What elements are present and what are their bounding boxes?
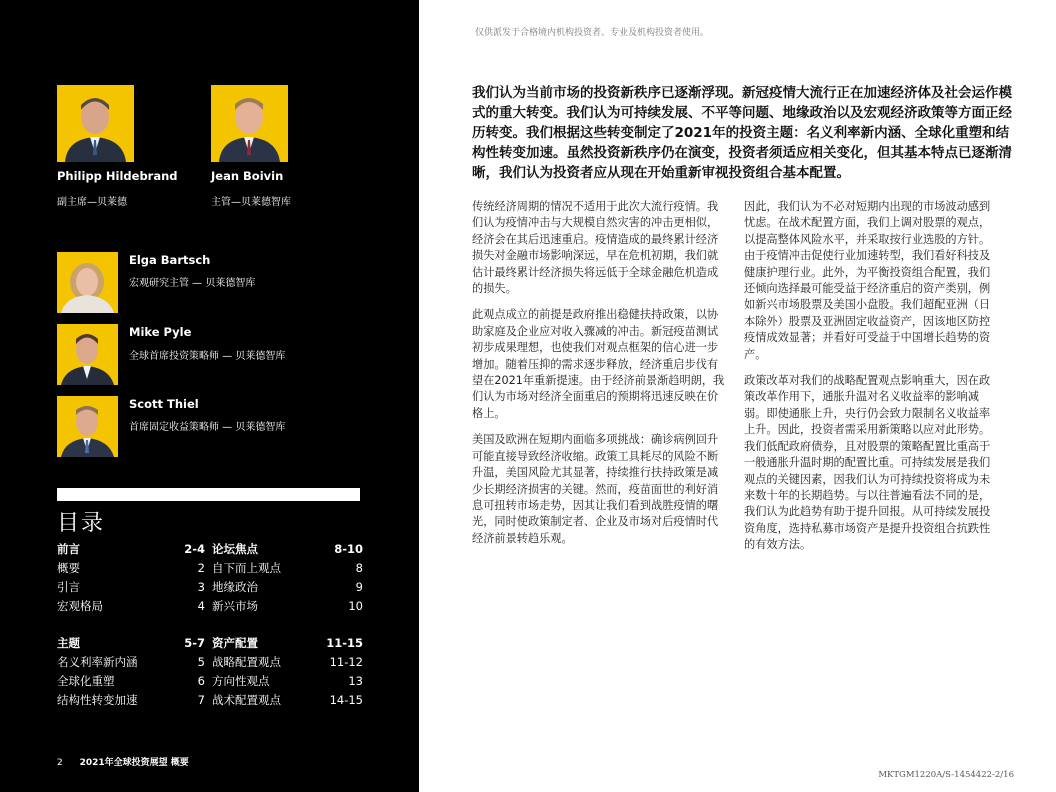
toc-item[interactable]: [57, 691, 205, 710]
person-role: 主管—贝莱德智库: [211, 197, 291, 208]
toc-column-left: [57, 540, 205, 728]
portrait-philipp-hildebrand: [57, 85, 134, 162]
toc-item-label: 结构性转变加速: [57, 693, 138, 707]
body-paragraph: 政策改革对我们的战略配置观点影响重大，因在政策改革作用下，通胀升温对名义收益率的影响减弱。即使通胀上升，央行仍会致力限制名义收益率上升。因此，投资者需采用新策略以应对此形势。我们低配政府债券，且对股票的策略配置比重高于一般通胀升温时期的配置比重。可持续发展是我们观点的关键因素，因我们认为可持续投资将成为未来数十年的长期趋势。与以往普遍看法不同的是，我们认为此趋势有助于提升回报。从可持续发展投资角度，选持私募市场资产是提升投资组合抗跌性的有效方法。: [744, 374, 991, 552]
toc-section-title: 前言: [57, 542, 80, 556]
toc-section: [57, 634, 205, 710]
toc-item[interactable]: [57, 597, 205, 616]
toc-item-page: 2: [197, 561, 205, 575]
toc-section-range: 5-7: [184, 636, 205, 650]
portrait-mike-pyle: [57, 324, 118, 385]
toc-item[interactable]: [57, 578, 205, 597]
left-panel: [0, 0, 419, 792]
toc-item-label: 新兴市场: [212, 599, 258, 613]
toc-item-page: 9: [355, 580, 363, 594]
body-paragraph: 传统经济周期的情况不适用于此次大流行疫情。我们认为疫情冲击与大规模自然灾害的冲击更相似，经济会在其后迅速重启。疫情造成的最终累计经济损失对金融市场影响深远，早在危机初期，我们就估计最终累计经济损失将远低于全球金融危机造成的损失。: [472, 200, 719, 296]
toc-item-page: 10: [348, 599, 363, 613]
toc-column-right: [212, 540, 363, 728]
toc-item[interactable]: [212, 691, 363, 710]
page-footer: [57, 755, 189, 768]
toc-section: [57, 540, 205, 616]
body-column-left: [472, 199, 725, 557]
person-name: Jean Boivin: [211, 169, 284, 183]
toc-item[interactable]: [57, 672, 205, 691]
toc-item-label: 自下而上观点: [212, 561, 281, 575]
toc-item-label: 方向性观点: [212, 674, 270, 688]
person-role: 首席固定收益策略师 — 贝莱德智库: [129, 422, 286, 433]
toc-item-page: 7: [197, 693, 205, 707]
toc-section-heading[interactable]: [57, 540, 205, 559]
toc-item[interactable]: [212, 597, 363, 616]
person-name: Philipp Hildebrand: [57, 169, 178, 183]
person-name: Mike Pyle: [129, 325, 192, 339]
toc-divider-bar: [57, 488, 360, 501]
page-number: 2: [57, 758, 63, 768]
toc-item-label: 名义利率新内涵: [57, 655, 138, 669]
portrait-elga-bartsch: [57, 252, 118, 313]
toc-section-heading[interactable]: [57, 634, 205, 653]
toc-section-range: 11-15: [326, 636, 363, 650]
person-role: 宏观研究主管 — 贝莱德智库: [129, 278, 256, 289]
body-column-right: [744, 199, 997, 564]
toc-item-label: 宏观格局: [57, 599, 103, 613]
right-panel: [419, 0, 1056, 792]
toc-item-page: 11-12: [329, 655, 363, 669]
toc-item-page: 13: [348, 674, 363, 688]
toc-section-heading[interactable]: [212, 634, 363, 653]
footer-title: 2021年全球投资展望 概要: [79, 758, 189, 768]
toc-item[interactable]: [57, 653, 205, 672]
toc-item-label: 全球化重塑: [57, 674, 115, 688]
portrait-jean-boivin: [211, 85, 288, 162]
toc-item-label: 战术配置观点: [212, 693, 281, 707]
toc-item-page: 4: [197, 599, 205, 613]
body-paragraph: 此观点成立的前提是政府推出稳健扶持政策，以协助家庭及企业应对收入骤减的冲击。新冠疫苗测试初步成果理想，也使我们对观点框架的信心进一步增加。随着压抑的需求逐步释放，经济重启步伐有望在2021年重新提速。由于经济前景渐趋明朗，我们认为市场对经济全面重启的预期将迅速反映在价格上。: [472, 308, 725, 420]
toc-section-title: 资产配置: [212, 636, 258, 650]
person-role: 副主席—贝莱德: [57, 197, 127, 208]
toc-item-page: 3: [197, 580, 205, 594]
toc-title: 目录: [57, 511, 106, 536]
toc-section-heading[interactable]: [212, 540, 363, 559]
person-role: 全球首席投资策略师 — 贝莱德智库: [129, 351, 286, 362]
disclaimer-text: 仅供派发于合格境内机构投资者、专业及机构投资者使用。: [475, 28, 710, 38]
toc-item-page: 5: [197, 655, 205, 669]
toc-section-range: 8-10: [334, 542, 363, 556]
body-paragraph: 因此，我们认为不必对短期内出现的市场波动感到忧虑。在战术配置方面，我们上调对股票的观点，以提高整体风险水平，并采取按行业选股的方针。由于疫情冲击促使行业加速转型，我们看好科技及健康护理行业。此外，为平衡投资组合配置，我们还倾向选择最可能受益于经济重启的资产类别，例如新兴市场股票及美国小盘股。我们超配亚洲（日本除外）股票及亚洲固定收益资产，因该地区防控疫情成效显著；并看好可受益于中国增长趋势的资产。: [744, 200, 991, 361]
toc-section-title: 论坛焦点: [212, 542, 258, 556]
toc-section: [212, 634, 363, 710]
toc-item[interactable]: [57, 559, 205, 578]
toc-section-range: 2-4: [184, 542, 205, 556]
body-paragraph: 美国及欧洲在短期内面临多项挑战：确诊病例回升可能直接导致经济收缩。政策工具耗尽的风险不断升温，美国风险尤其显著，持续推行扶持政策是减少长期经济损害的关键。然而，疫苗面世的利好消息可扭转市场走势，因其让我们看到战胜疫情的曙光，同时使政策制定者、企业及市场对后疫情时代经济前景转趋乐观。: [472, 433, 719, 545]
toc-item-label: 战略配置观点: [212, 655, 281, 669]
toc-section: [212, 540, 363, 616]
person-name: Elga Bartsch: [129, 253, 211, 267]
toc-item[interactable]: [212, 578, 363, 597]
person-name: Scott Thiel: [129, 397, 199, 411]
toc-item[interactable]: [212, 653, 363, 672]
toc-item-page: 8: [355, 561, 363, 575]
portrait-scott-thiel: [57, 396, 118, 457]
toc-section-title: 主题: [57, 636, 80, 650]
toc-item-label: 概要: [57, 561, 80, 575]
toc-item-label: 地缘政治: [212, 580, 258, 594]
intro-paragraph: 我们认为当前市场的投资新秩序已逐渐浮现。新冠疫情大流行正在加速经济体及社会运作模式的重大转变。我们认为可持续发展、不平等问题、地缘政治以及宏观经济政策等方面正经历转变。我们根据这些转变制定了2021年的投资主题：名义利率新内涵、全球化重塑和结构性转变加速。虽然投资新秩序仍在演变，投资者须适应相关变化，但其基本特点已逐渐清晰，我们认为投资者应从现在开始重新审视投资组合基本配置。: [472, 85, 1012, 181]
toc-item[interactable]: [212, 672, 363, 691]
toc-item[interactable]: [212, 559, 363, 578]
document-code: MKTGM1220A/S-1454422-2/16: [878, 770, 1014, 780]
toc-item-page: 6: [197, 674, 205, 688]
toc-item-label: 引言: [57, 580, 80, 594]
toc-item-page: 14-15: [329, 693, 363, 707]
